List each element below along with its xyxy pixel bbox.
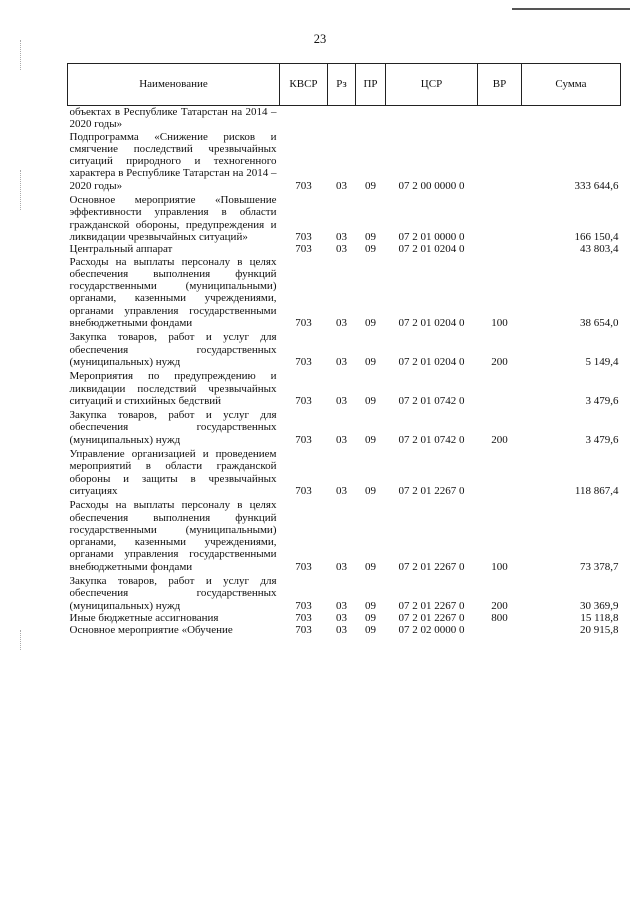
cell-pr: 09 bbox=[365, 317, 376, 330]
table-row bbox=[68, 243, 621, 255]
cell-csr: 07 2 01 0204 0 bbox=[398, 355, 465, 368]
cell-csr: 07 2 01 0742 0 bbox=[398, 394, 465, 407]
cell-sum: 43 803,4 bbox=[580, 243, 619, 256]
cell-vr bbox=[478, 243, 522, 255]
cell-pr: 09 bbox=[365, 179, 376, 192]
cell-csr: 07 2 01 2267 0 bbox=[398, 611, 465, 624]
cell-name: Расходы на выплаты персоналу в целях обеспечения выполнения функций государственными (муниципальными) органами, казенными учреждениями, органами управления государственными внебюджетными фондами bbox=[69, 255, 277, 330]
cell-csr: 07 2 02 0000 0 bbox=[398, 624, 465, 637]
header-name: Наименование bbox=[68, 64, 280, 106]
cell-rz: 03 bbox=[336, 484, 347, 497]
cell-kvsr: 703 bbox=[295, 230, 312, 243]
cell-sum bbox=[522, 106, 621, 131]
cell-sum: 5 149,4 bbox=[585, 355, 619, 368]
cell-vr bbox=[478, 370, 522, 409]
table-row bbox=[68, 131, 621, 194]
cell-csr: 07 2 01 0742 0 bbox=[398, 433, 465, 446]
table-body bbox=[68, 106, 621, 637]
cell-rz: 03 bbox=[336, 355, 347, 368]
margin-mark bbox=[20, 170, 22, 210]
table-row bbox=[68, 575, 621, 612]
cell-csr: 07 2 01 2267 0 bbox=[398, 484, 465, 497]
cell-rz: 03 bbox=[336, 599, 347, 612]
cell-pr bbox=[356, 106, 386, 131]
table-row bbox=[68, 448, 621, 499]
cell-sum: 166 150,4 bbox=[574, 230, 619, 243]
top-rule bbox=[512, 8, 630, 10]
cell-kvsr: 703 bbox=[295, 624, 312, 637]
cell-csr: 07 2 01 2267 0 bbox=[398, 560, 465, 573]
cell-vr bbox=[478, 448, 522, 499]
cell-kvsr: 703 bbox=[295, 355, 312, 368]
cell-sum: 118 867,4 bbox=[574, 484, 619, 497]
cell-rz: 03 bbox=[336, 560, 347, 573]
cell-pr: 09 bbox=[365, 611, 376, 624]
cell-rz: 03 bbox=[336, 394, 347, 407]
cell-vr bbox=[478, 106, 522, 131]
cell-pr: 09 bbox=[365, 243, 376, 256]
cell-kvsr: 703 bbox=[295, 243, 312, 256]
page-number: 23 bbox=[313, 32, 327, 46]
table-header-row bbox=[68, 64, 621, 106]
header-pr: ПР bbox=[356, 64, 386, 106]
cell-name: Мероприятия по предупреждению и ликвидации последствий чрезвычайных ситуаций и стихийных бедствий bbox=[69, 370, 277, 407]
cell-name: Центральный аппарат bbox=[69, 243, 173, 256]
cell-pr: 09 bbox=[365, 484, 376, 497]
cell-name: Закупка товаров, работ и услуг для обеспечения государственных (муниципальных) нужд bbox=[69, 574, 277, 612]
cell-pr: 09 bbox=[365, 560, 376, 573]
cell-pr: 09 bbox=[365, 394, 376, 407]
cell-sum: 3 479,6 bbox=[585, 394, 619, 407]
header-csr: ЦСР bbox=[386, 64, 478, 106]
cell-name: Иные бюджетные ассигнования bbox=[69, 611, 219, 624]
cell-vr: 800 bbox=[491, 611, 508, 624]
table-row bbox=[68, 370, 621, 409]
cell-name: Основное мероприятие «Повышение эффективности управления в области гражданской обороны, предупреждения и ликвидации чрезвычайных ситуаций» bbox=[69, 194, 277, 243]
cell-vr bbox=[478, 624, 522, 636]
cell-vr bbox=[478, 194, 522, 243]
cell-vr: 100 bbox=[491, 317, 508, 330]
cell-kvsr: 703 bbox=[295, 599, 312, 612]
table-row bbox=[68, 106, 621, 131]
cell-rz: 03 bbox=[336, 433, 347, 446]
cell-pr: 09 bbox=[365, 433, 376, 446]
cell-pr: 09 bbox=[365, 355, 376, 368]
cell-name: Подпрограмма «Снижение рисков и смягчение последствий чрезвычайных ситуаций природного и техногенного характера в Республике Татарстан на 2014 – 2020 годы» bbox=[69, 130, 277, 192]
table-row bbox=[68, 256, 621, 332]
cell-pr: 09 bbox=[365, 624, 376, 637]
cell-sum: 3 479,6 bbox=[585, 433, 619, 446]
table-row bbox=[68, 624, 621, 636]
cell-kvsr: 703 bbox=[295, 611, 312, 624]
cell-rz: 03 bbox=[336, 317, 347, 330]
cell-name: объектах в Республике Татарстан на 2014 – 2020 годы» bbox=[69, 106, 277, 131]
cell-rz: 03 bbox=[336, 230, 347, 243]
cell-vr: 200 bbox=[491, 433, 508, 446]
cell-sum: 73 378,7 bbox=[580, 560, 619, 573]
cell-csr: 07 2 01 0000 0 bbox=[398, 230, 465, 243]
cell-rz: 03 bbox=[336, 624, 347, 637]
cell-kvsr: 703 bbox=[295, 179, 312, 192]
cell-rz: 03 bbox=[336, 179, 347, 192]
cell-kvsr: 703 bbox=[295, 560, 312, 573]
cell-name: Закупка товаров, работ и услуг для обеспечения государственных (муниципальных) нужд bbox=[69, 331, 277, 368]
table-row bbox=[68, 331, 621, 370]
cell-name: Расходы на выплаты персоналу в целях обеспечения выполнения функций государственными (муниципальными) органами, казенными учреждениями, органами управления государственными внебюджетными фондами bbox=[69, 499, 277, 573]
cell-sum: 20 915,8 bbox=[580, 624, 619, 637]
cell-pr: 09 bbox=[365, 230, 376, 243]
table-row bbox=[68, 194, 621, 243]
header-kvsr: КВСР bbox=[280, 64, 328, 106]
cell-vr bbox=[478, 131, 522, 194]
cell-rz: 03 bbox=[336, 611, 347, 624]
cell-sum: 30 369,9 bbox=[580, 599, 619, 612]
budget-table bbox=[67, 63, 621, 636]
cell-kvsr bbox=[280, 106, 328, 131]
cell-kvsr: 703 bbox=[295, 394, 312, 407]
cell-rz: 03 bbox=[336, 243, 347, 256]
header-sum: Сумма bbox=[522, 64, 621, 106]
cell-pr: 09 bbox=[365, 599, 376, 612]
cell-name: Управление организацией и проведением мероприятий в области гражданской обороны и защиты в чрезвычайных ситуациях bbox=[69, 448, 277, 497]
table-row bbox=[68, 499, 621, 575]
header-vr: ВР bbox=[478, 64, 522, 106]
cell-csr: 07 2 01 0204 0 bbox=[398, 243, 465, 256]
cell-sum: 333 644,6 bbox=[574, 179, 619, 192]
table-row bbox=[68, 409, 621, 448]
cell-rz bbox=[328, 106, 356, 131]
header-rz: Рз bbox=[328, 64, 356, 106]
cell-vr: 200 bbox=[491, 599, 508, 612]
cell-sum: 38 654,0 bbox=[580, 317, 619, 330]
cell-csr: 07 2 01 0204 0 bbox=[398, 317, 465, 330]
cell-csr bbox=[386, 106, 478, 131]
margin-mark bbox=[20, 630, 22, 650]
cell-sum: 15 118,8 bbox=[580, 611, 619, 624]
cell-kvsr: 703 bbox=[295, 433, 312, 446]
cell-kvsr: 703 bbox=[295, 317, 312, 330]
cell-csr: 07 2 01 2267 0 bbox=[398, 599, 465, 612]
cell-csr: 07 2 00 0000 0 bbox=[398, 179, 465, 192]
cell-vr: 100 bbox=[491, 560, 508, 573]
cell-vr: 200 bbox=[491, 355, 508, 368]
cell-kvsr: 703 bbox=[295, 484, 312, 497]
cell-name: Закупка товаров, работ и услуг для обеспечения государственных (муниципальных) нужд bbox=[69, 409, 277, 446]
cell-name: Основное мероприятие «Обучение bbox=[69, 624, 233, 637]
table-row bbox=[68, 612, 621, 624]
